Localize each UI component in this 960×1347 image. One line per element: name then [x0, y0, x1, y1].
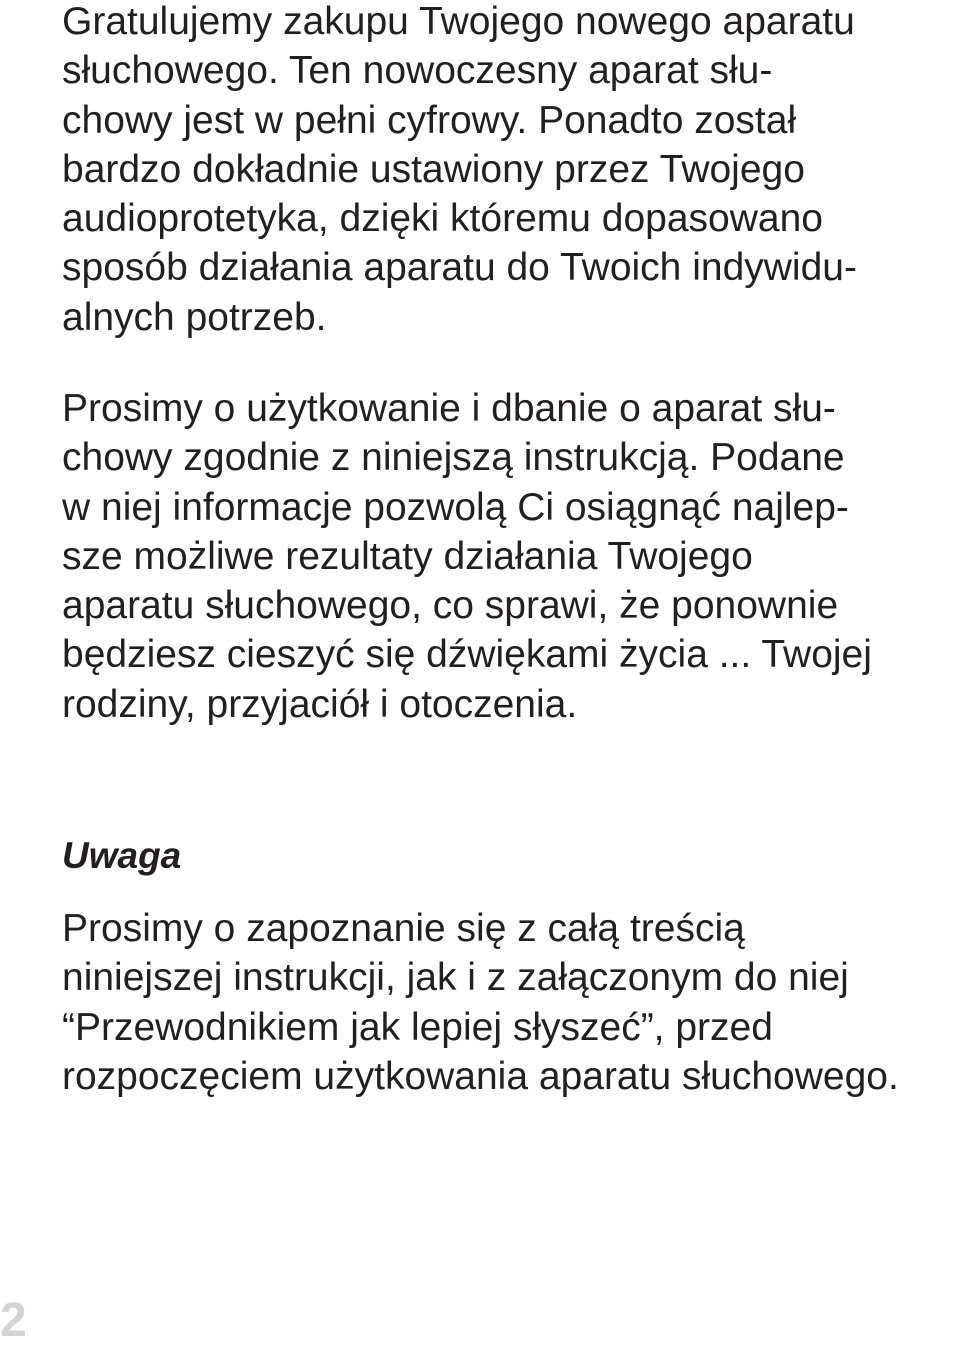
text-line: chowy zgodnie z niniejszą instrukcją. Podane — [62, 436, 845, 480]
text-line: w niej informacje pozwolą Ci osiągnąć najlep- — [62, 485, 849, 529]
text-line: sze możliwe rezultaty działania Twojego — [62, 534, 753, 578]
text-line: aparatu słuchowego, co sprawi, że ponownie — [62, 584, 839, 628]
usage-paragraph — [62, 384, 872, 729]
text-line: Gratulujemy zakupu Twojego nowego aparatu — [62, 0, 855, 43]
page-number: 2 — [0, 1294, 27, 1347]
text-line: bardzo dokładnie ustawiony przez Twojego — [62, 147, 805, 191]
notice-heading: Uwaga — [62, 835, 182, 876]
text-line: Prosimy o użytkowanie i dbanie o aparat słu- — [62, 387, 836, 430]
intro-paragraph — [62, 0, 857, 342]
text-line: niniejszej instrukcji, jak i z załączonym do niej — [62, 956, 849, 1000]
text-line: alnych potrzeb. — [62, 295, 327, 339]
notice-paragraph — [62, 904, 899, 1101]
text-line: sposób działania aparatu do Twoich indywidu- — [62, 246, 857, 290]
text-line: słuchowego. Ten nowoczesny aparat słu- — [62, 49, 773, 93]
text-line: audioprotetyka, dzięki któremu dopasowano — [62, 197, 823, 241]
text-line: chowy jest w pełni cyfrowy. Ponadto został — [62, 98, 797, 142]
text-line: rozpoczęciem użytkowania aparatu słuchowego. — [62, 1054, 899, 1098]
text-line: Prosimy o zapoznanie się z całą treścią — [62, 907, 745, 950]
text-line: “Przewodnikiem jak lepiej słyszeć”, przed — [62, 1005, 773, 1049]
text-line: będziesz cieszyć się dźwiękami życia ... Twojej — [62, 633, 872, 677]
text-line: rodziny, przyjaciół i otoczenia. — [62, 682, 578, 726]
